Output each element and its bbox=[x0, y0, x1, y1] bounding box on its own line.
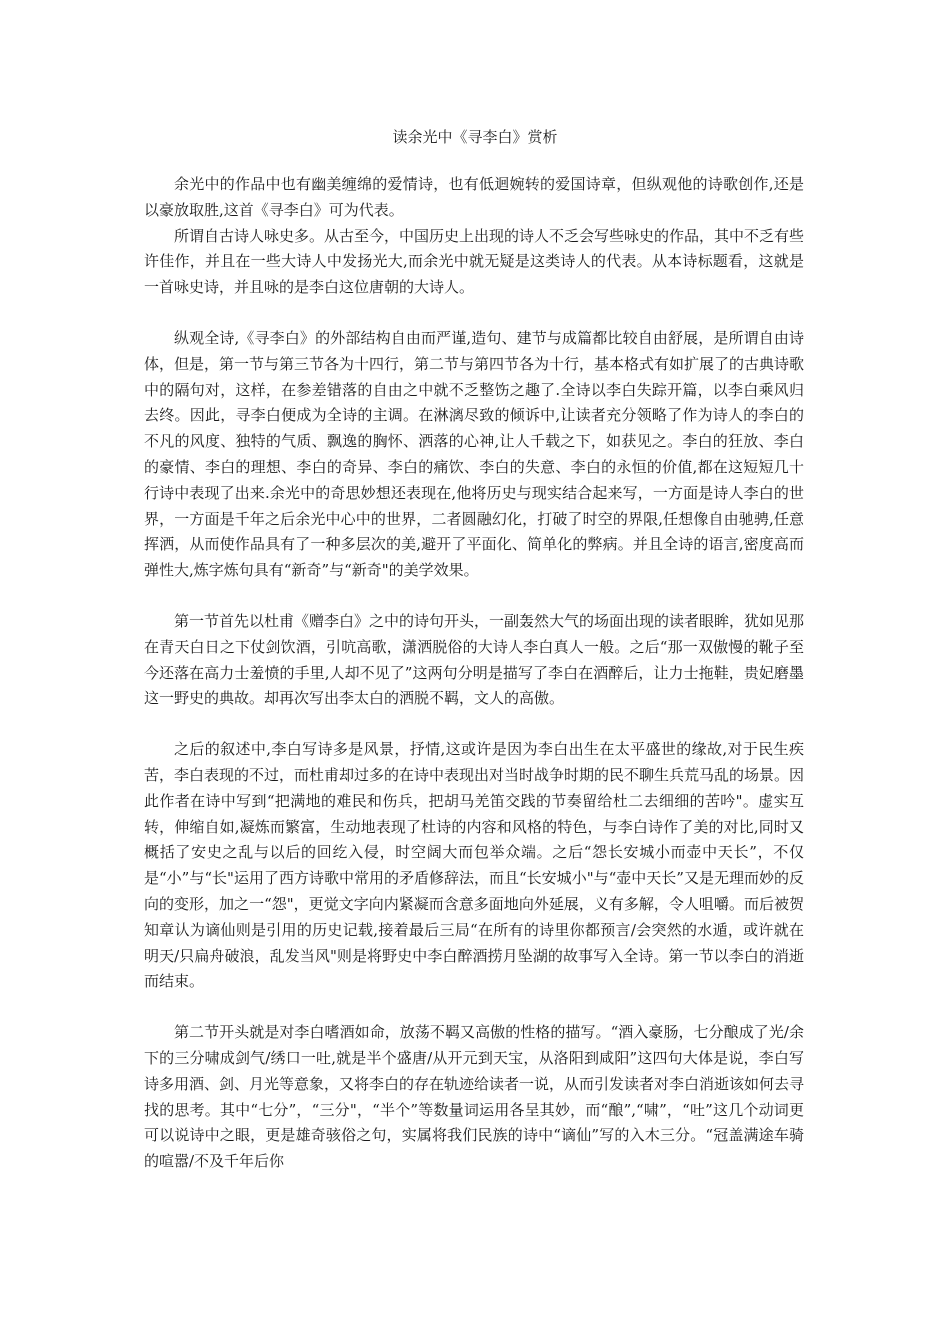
paragraph-4: 第一节首先以杜甫《赠李白》之中的诗句开头，一副轰然大气的场面出现的读者眼眸，犹如见那在青天白日之下仗剑饮酒，引吭高歌，潇洒脱俗的大诗人李白真人一般。之后“那一双傲慢的靴子至今还落在高力士羞愤的手里,人却不见了”这两句分明是描写了李白在酒醉后，让力士拖鞋，贵妃磨墨这一野史的典故。却再次写出李太白的洒脱不羁，文人的高傲。 bbox=[144, 611, 805, 708]
document-body bbox=[144, 172, 804, 1175]
paragraph-6: 第二节开头就是对李白嗜酒如命，放荡不羁又高傲的性格的描写。“酒入豪肠，七分酿成了光/余下的三分啸成剑气/绣口一吐,就是半个盛唐/从开元到天宝，从洛阳到咸阳”这四句大体是说，李白写诗多用酒、剑、月光等意象，又将李白的存在轨迹给读者一说，从而引发读者对李白消逝该如何去寻找的思考。其中“七分”，“三分"，“半个”等数量词运用各呈其妙，而“酿”,“啸”，“吐”这几个动词更可以说诗中之眼，更是雄奇骇俗之句，实属将我们民族的诗中“谪仙”写的入木三分。“冠盖满途车骑的喧嚣/不及千年后你 bbox=[144, 1023, 805, 1171]
paragraph-1: 余光中的作品中也有幽美缠绵的爱情诗，也有低迴婉转的爱国诗章，但纵观他的诗歌创作,还是以豪放取胜,这首《寻李白》可为代表。 bbox=[144, 175, 804, 219]
document-title: 读余光中《寻李白》赏析 bbox=[392, 128, 558, 146]
paragraph-3: 纵观全诗,《寻李白》的外部结构自由而严谨,造句、建节与成篇都比较自由舒展，是所谓自由诗体，但是，第一节与第三节各为十四行，第二节与第四节各为十行，基本格式有如扩展了的古典诗歌中的隔句对，这样，在参差错落的自由之中就不乏整饬之趣了.全诗以李白失踪开篇，以李白乘风归去终。因此，寻李白便成为全诗的主调。在淋漓尽致的倾诉中,让读者充分领略了作为诗人的李白的不凡的风度、独特的气质、飘逸的胸怀、洒落的心神,让人千载之下，如获见之。李白的狂放、李白的豪情、李白的理想、李白的奇异、李白的痛饮、李白的失意、李白的永恒的价值,都在这短短几十行诗中表现了出来.余光中的奇思妙想还表现在,他将历史与现实结合起来写，一方面是诗人李白的世界，一方面是千年之后余光中心中的世界，二者圆融幻化，打破了时空的界限,任想像自由驰骋,任意挥洒，从而使作品具有了一种多层次的美,避开了平面化、简单化的弊病。并且全诗的语言,密度高而弹性大,炼字炼句具有“新奇”与“新奇"的美学效果。 bbox=[144, 328, 805, 580]
paragraph-5: 之后的叙述中,李白写诗多是风景，抒情,这或许是因为李白出生在太平盛世的缘故,对于民生疾苦，李白表现的不过，而杜甫却过多的在诗中表现出对当时战争时期的民不聊生兵荒马乱的场景。因此作者在诗中写到“把满地的难民和伤兵，把胡马羌笛交践的节奏留给杜二去细细的苦吟"。虚实互转，伸缩自如,凝炼而繁富，生动地表现了杜诗的内容和风格的特色，与李白诗作了美的对比,同时又概括了安史之乱与以后的回纥入侵，时空阔大而包举众端。之后“怨长安城小而壶中天长”，不仅是“小”与“长"运用了西方诗歌中常用的矛盾修辞法，而且“长安城小"与“壶中天长”又是无理而妙的反向的变形，加之一“怨"，更觉文字向内紧凝而含意多面地向外延展，义有多解，令人咀嚼。而后被贺知章认为谪仙则是引用的历史记载,接着最后三局“在所有的诗里你都预言/会突然的水遁，或许就在明天/只扁舟破浪，乱发当风"则是将野史中李白醉酒捞月坠湖的故事写入全诗。第一节以李白的消逝而结束。 bbox=[144, 740, 805, 991]
paragraph-2: 所谓自古诗人咏史多。从古至今，中国历史上出现的诗人不乏会写些咏史的作品，其中不乏有些许佳作，并且在一些大诗人中发扬光大,而余光中就无疑是这类诗人的代表。从本诗标题看，这就是一首咏史诗，并且咏的是李白这位唐朝的大诗人。 bbox=[144, 226, 805, 297]
